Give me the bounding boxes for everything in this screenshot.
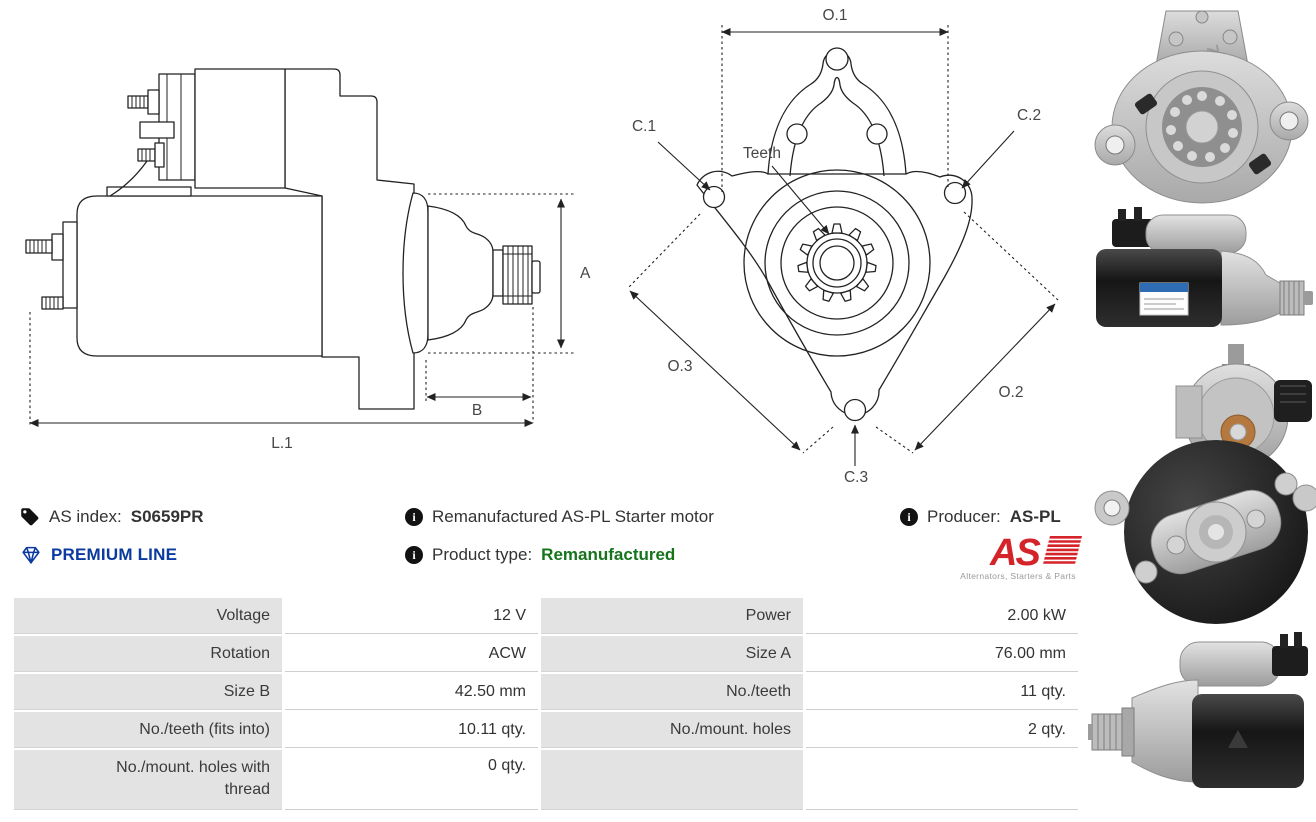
spec-label-cell: No./mount. holes with thread xyxy=(14,750,282,810)
product-type-value: Remanufactured xyxy=(541,545,676,564)
spec-label-cell: Size A xyxy=(541,636,803,672)
dim-label-teeth: Teeth xyxy=(743,145,781,162)
spec-value-cell: 42.50 mm xyxy=(285,674,538,710)
spec-label-cell: Voltage xyxy=(14,598,282,634)
dim-label-a: A xyxy=(580,265,591,282)
as-pl-logo[interactable] xyxy=(952,528,1082,584)
spec-value-cell: 10.11 qty. xyxy=(285,712,538,748)
as-index-value: S0659PR xyxy=(130,507,204,526)
product-description: Remanufactured AS-PL Starter motor xyxy=(432,507,714,526)
table-row xyxy=(14,674,1078,710)
spec-label-cell: No./teeth (fits into) xyxy=(14,712,282,748)
table-row xyxy=(14,712,1078,748)
starter-front-outline xyxy=(697,48,972,421)
product-photo-column xyxy=(1088,0,1316,822)
dim-label-c2: C.2 xyxy=(1016,107,1042,124)
dim-label-c3: C.3 xyxy=(843,469,869,486)
starter-side-outline xyxy=(26,69,540,409)
producer-label: Producer: xyxy=(927,507,1001,526)
front-view-diagram xyxy=(600,0,1090,490)
info-icon: i xyxy=(405,546,423,564)
table-row xyxy=(14,598,1078,634)
spec-value-cell: 76.00 mm xyxy=(806,636,1078,672)
table-row xyxy=(14,750,1078,810)
spec-label-cell xyxy=(541,750,803,810)
spec-label-cell: Rotation xyxy=(14,636,282,672)
info-icon: i xyxy=(900,508,918,526)
table-row xyxy=(14,636,1078,672)
dim-label-o1: O.1 xyxy=(822,7,848,24)
spec-table xyxy=(14,598,1078,812)
spec-value-cell xyxy=(806,750,1078,810)
spec-value-cell: 12 V xyxy=(285,598,538,634)
spec-value-cell: 0 qty. xyxy=(285,750,538,810)
product-type-label: Product type: xyxy=(432,545,533,564)
as-index-label: AS index: xyxy=(49,507,122,526)
photo-starter-rear[interactable] xyxy=(1088,340,1316,626)
logo-as-text: AS xyxy=(990,532,1039,574)
diamond-icon xyxy=(20,545,42,565)
product-type-line xyxy=(405,545,675,565)
spec-value-cell: 2.00 kW xyxy=(806,598,1078,634)
dim-label-o2: O.2 xyxy=(998,384,1024,401)
spec-value-cell: 2 qty. xyxy=(806,712,1078,748)
dim-label-l1: L.1 xyxy=(271,435,293,452)
premium-line xyxy=(20,545,177,565)
spec-label-cell: No./mount. holes xyxy=(541,712,803,748)
photo-starter-side-left[interactable] xyxy=(1088,630,1316,808)
description-line xyxy=(405,507,714,527)
spec-label-cell: Size B xyxy=(14,674,282,710)
logo-stripes xyxy=(1043,536,1082,564)
spec-value-cell: ACW xyxy=(285,636,538,672)
photo-starter-side-right[interactable] xyxy=(1088,207,1316,337)
spec-label-cell: Power xyxy=(541,598,803,634)
producer-value: AS-PL xyxy=(1009,507,1061,526)
producer-line xyxy=(900,507,1061,527)
tag-icon xyxy=(20,507,40,527)
photo-drive-housing-front[interactable] xyxy=(1088,5,1316,205)
dim-label-b: B xyxy=(471,402,483,419)
dim-label-o3: O.3 xyxy=(667,358,693,375)
spec-label-cell: No./teeth xyxy=(541,674,803,710)
logo-tagline: Alternators, Starters & Parts xyxy=(960,571,1076,581)
info-icon: i xyxy=(405,508,423,526)
spec-value-cell: 11 qty. xyxy=(806,674,1078,710)
dim-label-c1: C.1 xyxy=(631,118,657,135)
as-index-line xyxy=(20,507,204,527)
premium-line-label[interactable]: PREMIUM LINE xyxy=(51,545,178,564)
side-view-diagram xyxy=(14,10,594,465)
